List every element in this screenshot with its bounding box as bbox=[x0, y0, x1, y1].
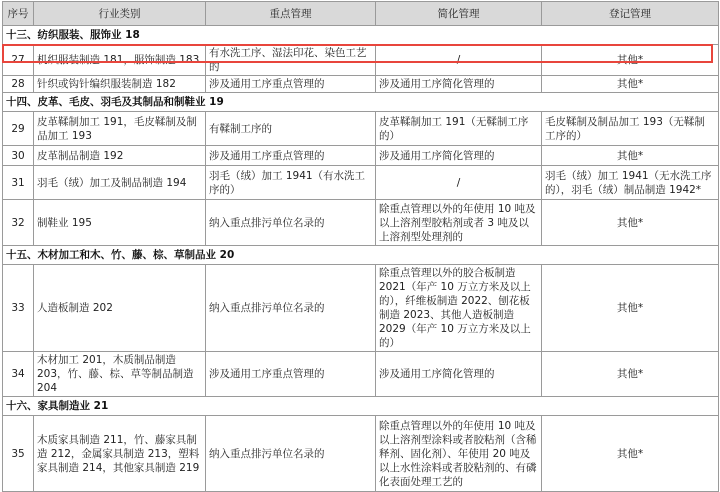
simple-cell: / bbox=[376, 45, 542, 76]
register-cell: 其他* bbox=[542, 200, 719, 246]
header-industry: 行业类别 bbox=[34, 2, 206, 26]
section-title: 十五、木材加工和木、竹、藤、棕、草制品业 20 bbox=[3, 246, 719, 265]
section-title: 十四、皮革、毛皮、羽毛及其制品和制鞋业 19 bbox=[3, 93, 719, 112]
key-cell: 羽毛（绒）加工 1941（有水洗工序的） bbox=[206, 166, 376, 200]
table-row bbox=[3, 146, 719, 166]
industry-cell: 木质家具制造 211，竹、藤家具制造 212，金属家具制造 213，塑料家具制造 214，其他家具制造 219 bbox=[34, 416, 206, 492]
table-row bbox=[3, 45, 719, 76]
register-cell: 其他* bbox=[542, 45, 719, 76]
key-cell: 有鞣制工序的 bbox=[206, 112, 376, 146]
key-cell: 纳入重点排污单位名录的 bbox=[206, 200, 376, 246]
simple-cell: 涉及通用工序简化管理的 bbox=[376, 146, 542, 166]
register-cell: 其他* bbox=[542, 352, 719, 397]
key-cell: 有水洗工序、湿法印花、染色工艺的 bbox=[206, 45, 376, 76]
table-row bbox=[3, 166, 719, 200]
industry-cell: 羽毛（绒）加工及制品制造 194 bbox=[34, 166, 206, 200]
industry-cell: 皮革鞣制加工 191，毛皮鞣制及制品加工 193 bbox=[34, 112, 206, 146]
register-cell: 其他* bbox=[542, 76, 719, 93]
simple-cell: 除重点管理以外的年使用 10 吨及以上溶剂型涂料或者胶粘剂（含稀释剂、固化剂）、年使用 20 吨及以上水性涂料或者胶粘剂的、有磷化表面处理工艺的 bbox=[376, 416, 542, 492]
section-title: 十三、纺织服装、服饰业 18 bbox=[3, 26, 719, 45]
register-cell: 毛皮鞣制及制品加工 193（无鞣制工序的） bbox=[542, 112, 719, 146]
industry-cell: 机织服装制造 181，服饰制造 183 bbox=[34, 45, 206, 76]
industry-cell: 针织或钩针编织服装制造 182 bbox=[34, 76, 206, 93]
header-simplified-management: 简化管理 bbox=[376, 2, 542, 26]
key-cell: 纳入重点排污单位名录的 bbox=[206, 416, 376, 492]
header-row bbox=[3, 2, 719, 26]
table-row bbox=[3, 352, 719, 397]
section-title: 十六、家具制造业 21 bbox=[3, 397, 719, 416]
simple-cell: 皮革鞣制加工 191（无鞣制工序的） bbox=[376, 112, 542, 146]
row-number: 27 bbox=[3, 45, 34, 76]
row-number: 28 bbox=[3, 76, 34, 93]
simple-cell: 除重点管理以外的年使用 10 吨及以上溶剂型胶粘剂或者 3 吨及以上溶剂型处理剂的 bbox=[376, 200, 542, 246]
simple-cell: 涉及通用工序简化管理的 bbox=[376, 76, 542, 93]
industry-cell: 制鞋业 195 bbox=[34, 200, 206, 246]
section-row bbox=[3, 26, 719, 45]
register-cell: 其他* bbox=[542, 416, 719, 492]
industry-cell: 皮革制品制造 192 bbox=[34, 146, 206, 166]
table-row bbox=[3, 416, 719, 492]
table-row bbox=[3, 76, 719, 93]
header-registration-management: 登记管理 bbox=[542, 2, 719, 26]
industry-cell: 木材加工 201，木质制品制造 203，竹、藤、棕、草等制品制造 204 bbox=[34, 352, 206, 397]
register-cell: 其他* bbox=[542, 146, 719, 166]
key-cell: 涉及通用工序重点管理的 bbox=[206, 76, 376, 93]
simple-cell: / bbox=[376, 166, 542, 200]
header-key-management: 重点管理 bbox=[206, 2, 376, 26]
row-number: 31 bbox=[3, 166, 34, 200]
permit-table bbox=[2, 1, 719, 492]
row-number: 35 bbox=[3, 416, 34, 492]
simple-cell: 除重点管理以外的胶合板制造 2021（年产 10 万立方米及以上的），纤维板制造 2022、刨花板制造 2023、其他人造板制造 2029（年产 10 万立方米及以上的） bbox=[376, 265, 542, 352]
key-cell: 涉及通用工序重点管理的 bbox=[206, 352, 376, 397]
row-number: 33 bbox=[3, 265, 34, 352]
table-row bbox=[3, 200, 719, 246]
table-row bbox=[3, 265, 719, 352]
row-number: 29 bbox=[3, 112, 34, 146]
section-row bbox=[3, 93, 719, 112]
row-number: 32 bbox=[3, 200, 34, 246]
row-number: 34 bbox=[3, 352, 34, 397]
register-cell: 羽毛（绒）加工 1941（无水洗工序的），羽毛（绒）制品制造 1942* bbox=[542, 166, 719, 200]
table-row bbox=[3, 112, 719, 146]
key-cell: 涉及通用工序重点管理的 bbox=[206, 146, 376, 166]
register-cell: 其他* bbox=[542, 265, 719, 352]
industry-cell: 人造板制造 202 bbox=[34, 265, 206, 352]
section-row bbox=[3, 397, 719, 416]
simple-cell: 涉及通用工序简化管理的 bbox=[376, 352, 542, 397]
key-cell: 纳入重点排污单位名录的 bbox=[206, 265, 376, 352]
row-number: 30 bbox=[3, 146, 34, 166]
header-no: 序号 bbox=[3, 2, 34, 26]
section-row bbox=[3, 246, 719, 265]
